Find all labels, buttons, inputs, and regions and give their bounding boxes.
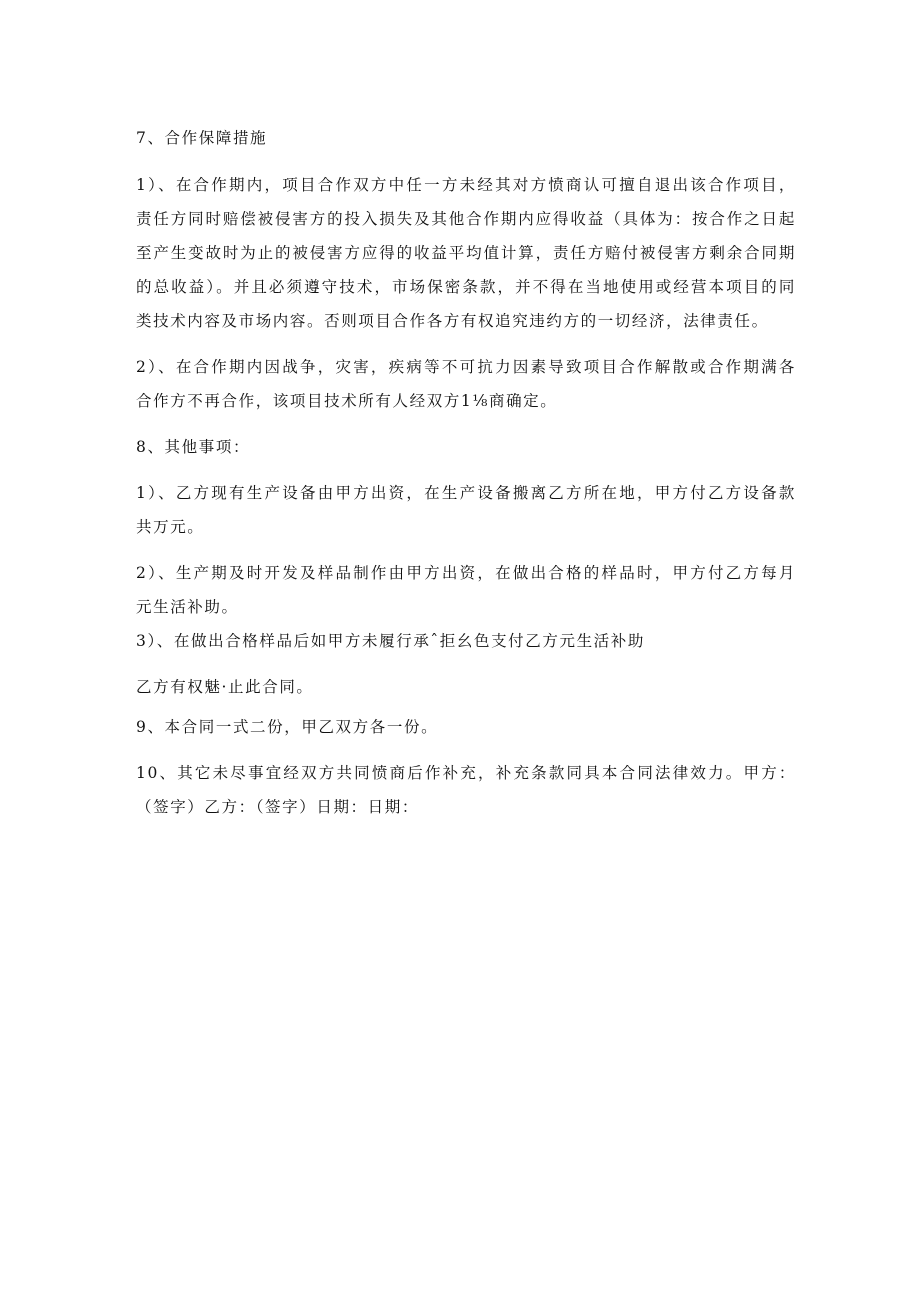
clause-7-1-line-4: 的总收益）。并且必须遵守技术，市场保密条款，并不得在当地使用或经营本项目的同 <box>136 278 796 296</box>
clause-8-2-line-1: 2）、生产期及时开发及样品制作由甲方出资，在做出合格的样品时，甲方付乙方每月 <box>136 564 796 582</box>
section-9: 9、本合同一式二份，甲乙双方各一份。 <box>136 718 439 736</box>
clause-7-1-line-2: 责任方同时赔偿被侵害方的投入损失及其他合作期内应得收益（具体为：按合作之日起 <box>136 210 796 228</box>
section-heading-7: 7、合作保障措施 <box>136 129 268 147</box>
clause-8-1-line-1: 1）、乙方现有生产设备由甲方出资，在生产设备搬离乙方所在地，甲方付乙方设备款 <box>136 484 796 502</box>
section-10-line-1: 10、其它未尽事宜经双方共同愤商后作补充，补充条款同具本合同法律效力。甲方： <box>136 764 796 782</box>
clause-7-1-line-5: 类技术内容及市场内容。否则项目合作各方有权追究违约方的一切经济，法律责任。 <box>136 312 769 330</box>
clause-8-3-line-1: 3）、在做出合格样品后如甲方未履行承ˆ拒幺色支付乙方元生活补助 <box>136 632 645 650</box>
clause-7-2-line-2: 合作方不再合作，该项目技术所有人经双方1⅛商确定。 <box>136 392 558 410</box>
clause-8-3-line-2: 乙方有权魅·止此合同。 <box>136 678 314 696</box>
clause-7-2-line-1: 2）、在合作期内因战争，灾害，疾病等不可抗力因素导致项目合作解散或合作期满各 <box>136 358 796 376</box>
clause-8-2-line-2: 元生活补助。 <box>136 598 239 616</box>
clause-7-1-line-3: 至产生变故时为止的被侵害方应得的收益平均值计算，责任方赔付被侵害方剩余合同期 <box>136 244 796 262</box>
signature-line: （签字）乙方：（签字）日期：日期： <box>136 798 419 816</box>
clause-8-1-line-2: 共万元。 <box>136 518 205 536</box>
clause-7-1-line-1: 1）、在合作期内，项目合作双方中任一方未经其对方愤商认可擅自退出该合作项目， <box>136 176 796 194</box>
section-heading-8: 8、其他事项： <box>136 438 251 456</box>
